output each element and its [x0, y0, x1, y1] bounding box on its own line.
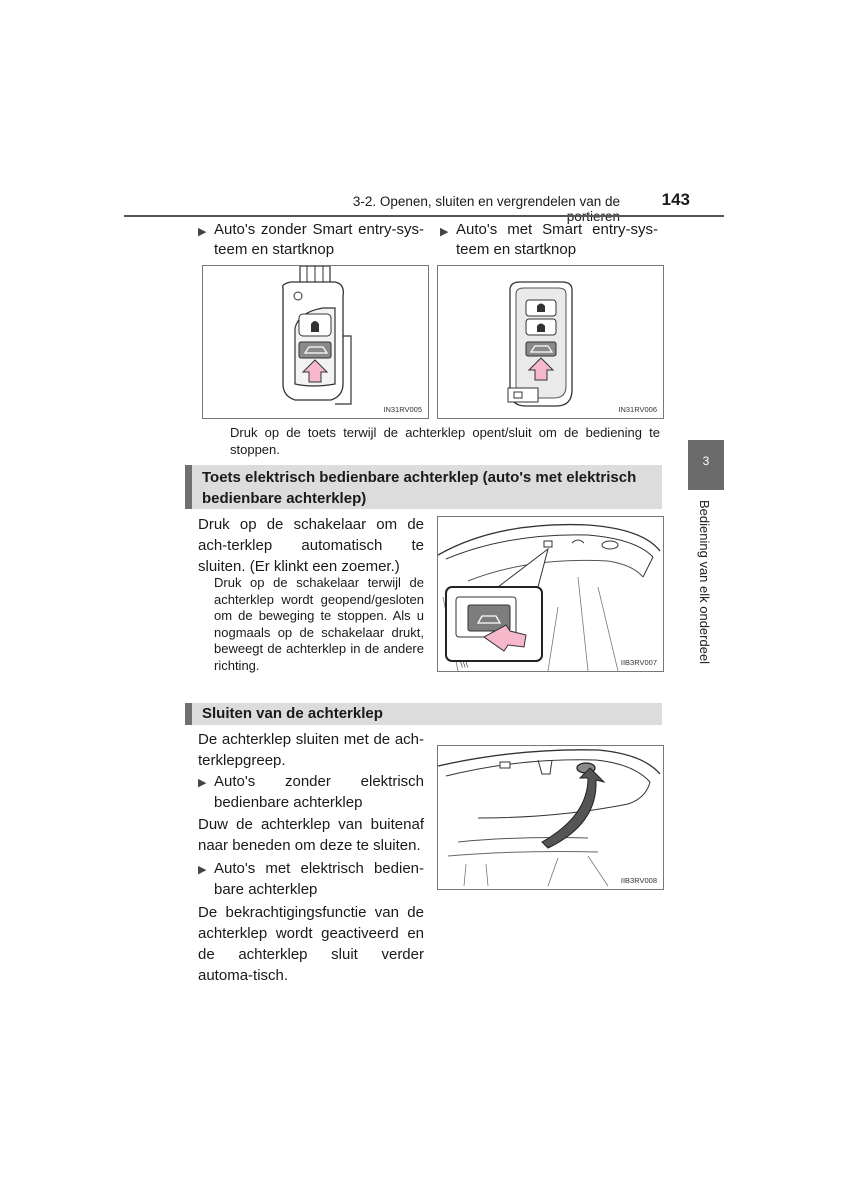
section-title-electric: Toets elektrisch bedienbare achterklep (auto's met elektrisch bedienbare achterklep): [192, 465, 662, 509]
closing-item1-body: Duw de achterklep van buitenaf naar beneden om deze te sluiten.: [198, 816, 424, 854]
right-triangle-icon: ▶: [198, 226, 207, 238]
figure-code: IIB3RV008: [620, 876, 657, 885]
tailgate-switch-illustration: [438, 517, 663, 671]
section-title-closing: Sluiten van de achterklep: [192, 703, 662, 725]
banner-accent-bar: [185, 465, 192, 509]
key-figure-right: [437, 265, 664, 419]
flip-key-illustration: [203, 266, 428, 418]
tailgate-grip-illustration: [438, 746, 663, 889]
chapter-title: Bediening van elk onderdeel: [697, 500, 712, 665]
closing-intro: De achterklep sluiten met de ach-terklepgreep.: [198, 731, 424, 769]
page-number: 143: [661, 190, 690, 209]
chapter-title-vertical: [697, 500, 715, 670]
running-header-title: 3-2. Openen, sluiten en vergrendelen van de portieren: [352, 194, 620, 224]
electric-body: Druk op de schakelaar om de ach-terklep automatisch te sluiten. (Er klinkt een zoemer.): [198, 516, 424, 575]
figure-code: IIB3RV007: [620, 658, 657, 667]
svg-text:\\\: \\\: [460, 660, 469, 669]
key-caption: Druk op de toets terwijl de achterklep opent/sluit om de bediening te stoppen.: [230, 425, 660, 457]
closing-item2-heading: ▶ Auto's met elektrisch bedien-bare achterklep: [198, 860, 424, 898]
tailgate-switch-figure: [437, 516, 664, 672]
right-triangle-icon: ▶: [198, 777, 207, 789]
figure-code: IN31RV005: [383, 405, 422, 414]
figure-code: IN31RV006: [618, 405, 657, 414]
tailgate-grip-figure: [437, 745, 664, 890]
header-rule: [124, 215, 724, 217]
electric-note: Druk op de schakelaar terwijl de achterklep wordt geopend/gesloten om de beweging te stoppen. Als u nogmaals op de schakelaar drukt, beweegt de achterklep in de andere richting.: [214, 575, 424, 673]
chapter-number: 3: [702, 454, 710, 468]
closing-item1-heading: ▶ Auto's zonder elektrisch bedienbare achterklep: [198, 773, 424, 811]
right-triangle-icon: ▶: [440, 226, 449, 238]
key-heading-right: ▶ Auto's met Smart entry-sys-teem en startknop: [440, 221, 658, 258]
key-heading-left: ▶ Auto's zonder Smart entry-sys-teem en startknop: [198, 221, 424, 258]
right-triangle-icon: ▶: [198, 864, 207, 876]
key-figure-left: [202, 265, 429, 419]
banner-accent-bar: [185, 703, 192, 725]
closing-item2-body: De bekrachtigingsfunctie van de achterklep wordt geactiveerd en de achterklep sluit verder automa-tisch.: [198, 904, 424, 984]
smart-key-illustration: [438, 266, 663, 418]
